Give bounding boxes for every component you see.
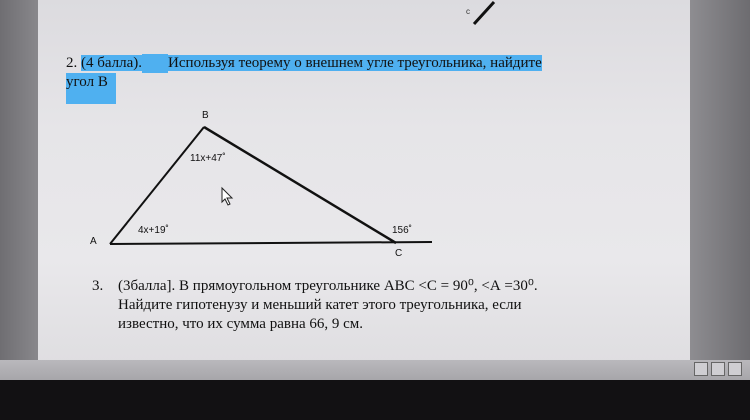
vertex-b-label: B [202, 110, 209, 121]
web-layout-icon[interactable] [728, 362, 742, 376]
status-bar [0, 360, 750, 380]
print-layout-icon[interactable] [694, 362, 708, 376]
problem-2-number: 2. [66, 55, 78, 71]
side-ac-extended [110, 242, 432, 244]
vertex-a-label: A [90, 236, 97, 247]
angle-b-label: 11x+47˚ [190, 153, 226, 164]
reading-layout-icon[interactable] [711, 362, 725, 376]
mouse-cursor-icon [222, 188, 232, 205]
vertex-c-label: C [395, 248, 403, 259]
view-mode-buttons [694, 362, 742, 376]
side-bc [204, 127, 396, 243]
problem-2-points: (4 балла). [81, 55, 143, 71]
monitor-bezel [0, 380, 750, 420]
problem-3-line1: (3балла]. В прямоугольном треугольнике АВС <С = 90⁰, <А =30⁰. [118, 278, 538, 294]
problem-2-text-line2: угол В [66, 73, 116, 104]
problem-3-number: 3. [92, 278, 104, 294]
problem-3-line3: известно, что их сумма равна 66, 9 см. [118, 316, 364, 332]
problem-3-line2: Найдите гипотенузу и меньший катет этого треугольника, если [118, 297, 522, 313]
angle-a-label: 4x+19˚ [138, 225, 169, 236]
problem-2-text-line1: Используя теорему о внешнем угле треугольника, найдите [168, 55, 542, 71]
corner-mark-letter: с [466, 7, 470, 16]
exterior-angle-c-label: 156˚ [392, 225, 413, 236]
